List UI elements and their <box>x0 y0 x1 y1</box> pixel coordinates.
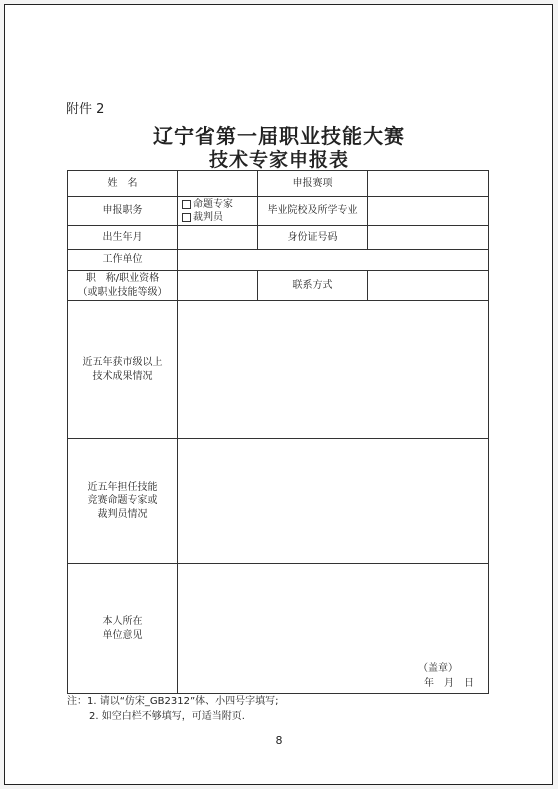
contact-label: 联系方式 <box>258 271 368 301</box>
name-field[interactable] <box>178 171 258 197</box>
event-label: 申报赛项 <box>258 171 368 197</box>
referee-checkbox[interactable] <box>182 213 191 222</box>
birth-label: 出生年月 <box>68 226 178 250</box>
note-line-2: 2. 如空白栏不够填写，可适当附页. <box>89 711 245 722</box>
professional-title-label: 职 称/职业资格 （或职业技能等级） <box>68 271 178 301</box>
page-number: 8 <box>275 734 283 747</box>
seal-label: （盖章） <box>418 662 458 674</box>
achievements-field[interactable] <box>178 301 489 439</box>
note-line-1: 注：1. 请以“仿宋_GB2312”体、小四号字填写; <box>67 696 279 707</box>
unit-opinion-field[interactable] <box>178 564 489 694</box>
name-label: 姓 名 <box>68 171 178 197</box>
position-label: 申报职务 <box>68 197 178 226</box>
experience-field[interactable] <box>178 439 489 564</box>
contact-field[interactable] <box>368 271 489 301</box>
id-label: 身份证号码 <box>258 226 368 250</box>
attachment-label: 附件 2 <box>66 102 105 117</box>
professional-title-field[interactable] <box>178 271 258 301</box>
id-field[interactable] <box>368 226 489 250</box>
school-major-field[interactable] <box>368 197 489 226</box>
achievements-label: 近五年获市级以上 技术成果情况 <box>68 301 178 439</box>
form-subtitle: 技术专家申报表 <box>208 149 349 171</box>
work-unit-field[interactable] <box>178 250 489 271</box>
referee-label: 裁判员 <box>193 212 223 223</box>
option-exam-expert[interactable] <box>182 198 257 212</box>
work-unit-label: 工作单位 <box>68 250 178 271</box>
experience-label: 近五年担任技能 竞赛命题专家或 裁判员情况 <box>68 439 178 564</box>
unit-opinion-label: 本人所在 单位意见 <box>68 564 178 694</box>
exam-expert-checkbox[interactable] <box>182 200 191 209</box>
event-field[interactable] <box>368 171 489 197</box>
school-major-label: 毕业院校及所学专业 <box>258 197 368 226</box>
form-title: 辽宁省第一届职业技能大赛 <box>153 124 405 148</box>
application-form-table <box>67 170 489 694</box>
form-notes <box>67 694 279 724</box>
date-label: 年 月 日 <box>424 677 474 689</box>
birth-field[interactable] <box>178 226 258 250</box>
exam-expert-label: 命题专家 <box>193 198 233 210</box>
position-options <box>178 197 258 226</box>
option-referee[interactable] <box>182 211 257 225</box>
